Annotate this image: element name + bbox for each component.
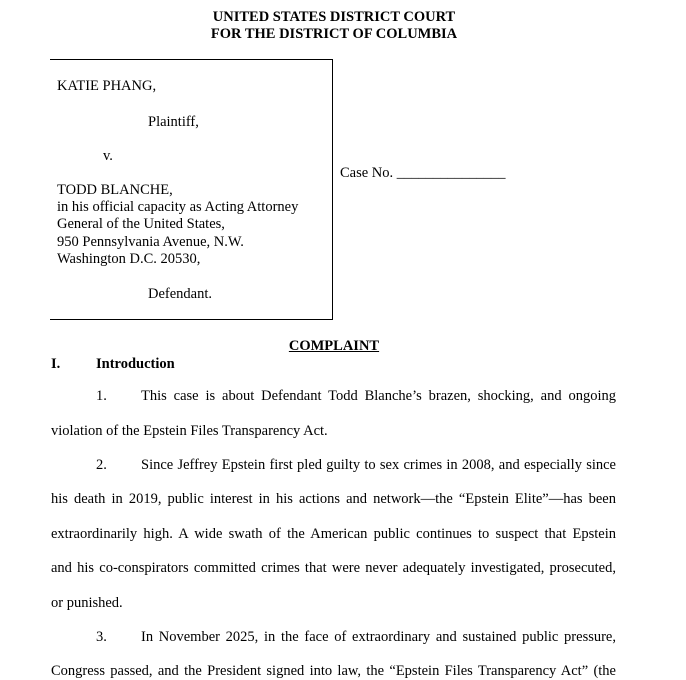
paragraph-line: and his co-conspirators committed crimes that were never adequately investigated, prosecuted, <box>51 560 616 576</box>
paragraph-number: 3. <box>96 629 107 645</box>
defendant-capacity: in his official capacity as Acting Attorney <box>57 199 299 215</box>
case-number: Case No. _______________ <box>340 165 506 181</box>
defendant-address: 950 Pennsylvania Avenue, N.W. <box>57 234 244 250</box>
paragraph-line: Congress passed, and the President signed into law, the “Epstein Files Transparency Act” (the <box>51 663 616 679</box>
plaintiff-name: KATIE PHANG, <box>57 78 157 94</box>
paragraph-line: Since Jeffrey Epstein first pled guilty to sex crimes in 2008, and especially since <box>141 457 616 473</box>
court-name: UNITED STATES DISTRICT COURT <box>212 9 456 25</box>
paragraph-number: 2. <box>96 457 107 473</box>
paragraph-line: his death in 2019, public interest in his actions and network—the “Epstein Elite”—has been <box>51 491 616 507</box>
defendant-title: General of the United States, <box>57 216 225 232</box>
defendant-city: Washington D.C. 20530, <box>57 251 201 267</box>
paragraph-line: extraordinarily high. A wide swath of the American public continues to suspect that Epstein <box>51 526 616 542</box>
versus: v. <box>103 148 113 164</box>
paragraph-line: In November 2025, in the face of extraordinary and sustained public pressure, <box>141 629 616 645</box>
defendant-role: Defendant. <box>148 286 213 302</box>
document-title: COMPLAINT <box>288 338 380 354</box>
plaintiff-role: Plaintiff, <box>148 114 199 130</box>
section-number: I. <box>51 356 61 372</box>
section-title: Introduction <box>96 356 175 372</box>
paragraph-line: violation of the Epstein Files Transparency Act. <box>51 423 328 439</box>
defendant-name: TODD BLANCHE, <box>57 182 173 198</box>
paragraph-number: 1. <box>96 388 107 404</box>
paragraph-line: or punished. <box>51 595 123 611</box>
court-district: FOR THE DISTRICT OF COLUMBIA <box>210 26 458 42</box>
paragraph-line: This case is about Defendant Todd Blanche’s brazen, shocking, and ongoing <box>141 388 616 404</box>
